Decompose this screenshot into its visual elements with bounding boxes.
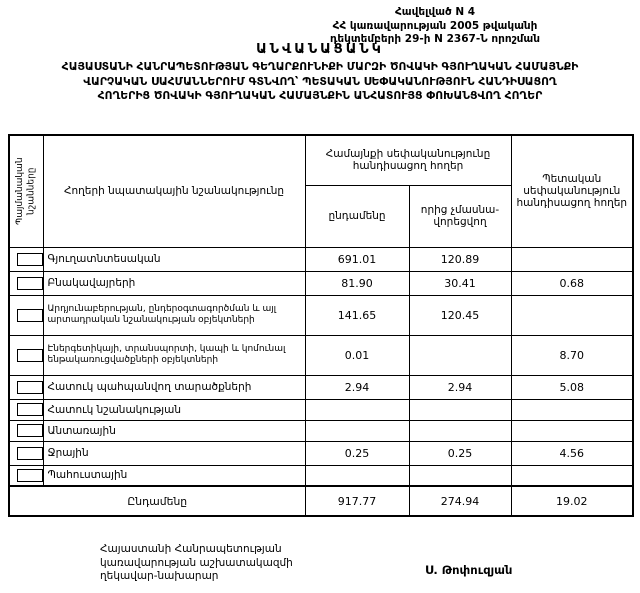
legend-symbol-cell <box>9 399 43 420</box>
land-transfer-table <box>8 134 634 517</box>
cell-ofwhich: 2.94 <box>409 375 511 399</box>
appendix-line-3: դեկտեմբերի 29-ի N 2367-Ն որոշման <box>329 33 541 46</box>
cell-state <box>511 420 633 441</box>
signature-line-3: ղեկավար-նախարար <box>100 570 219 583</box>
table-row <box>9 441 633 465</box>
cell-total: 691.01 <box>305 247 409 271</box>
document-title <box>6 42 634 104</box>
ofwhich-line-1: որից չմասնա- <box>420 204 500 216</box>
signature-title-block <box>100 543 293 584</box>
cell-state <box>511 399 633 420</box>
cell-ofwhich: 30.41 <box>409 271 511 295</box>
cell-state: 8.70 <box>511 335 633 375</box>
symbols-vertical-label: Պայմանական նշանները <box>15 157 37 226</box>
signature-line-2: կառավարության աշխատակազմի <box>100 556 293 569</box>
column-header-total: ընդամենը <box>305 185 409 247</box>
legend-symbol-cell <box>9 441 43 465</box>
legend-symbol-cell <box>9 465 43 486</box>
signature-line-1: Հայաստանի Հանրապետության <box>100 543 282 555</box>
title-line-3: ՎԱՐՉԱԿԱՆ ՍԱՀՄԱՆՆԵՐՈՒՄ ԳՏՆՎՈՂ՝ ՊԵՏԱԿԱՆ ՍԵՓԱԿԱՆՈՒԹՅՈՒՆ ՀԱՆԴԻՍԱՑՈՂ <box>83 74 557 88</box>
table-row <box>9 295 633 335</box>
ofwhich-line-2: վորեցվող <box>433 216 487 228</box>
legend-symbol <box>17 469 43 482</box>
column-header-symbols <box>9 135 43 247</box>
row-label: Էներգետիկայի, տրանսպորտի, կապի և կոմունալ ենթակառուցվածքների օբյեկտների <box>43 335 305 375</box>
table-row <box>9 465 633 486</box>
cell-state: 0.68 <box>511 271 633 295</box>
row-label: Հատուկ պահպանվող տարածքների <box>43 375 305 399</box>
cell-total: 81.90 <box>305 271 409 295</box>
legend-symbol <box>17 403 43 416</box>
footer-state: 19.02 <box>511 486 633 516</box>
cell-ofwhich: 120.89 <box>409 247 511 271</box>
legend-symbol <box>17 309 43 322</box>
row-label: Գյուղատնտեսական <box>43 247 305 271</box>
legend-symbol-cell <box>9 335 43 375</box>
row-label: Հատուկ նշանակության <box>43 399 305 420</box>
cell-ofwhich <box>409 465 511 486</box>
cell-ofwhich <box>409 420 511 441</box>
row-label: Պահուստային <box>43 465 305 486</box>
legend-symbol-cell <box>9 295 43 335</box>
legend-symbol <box>17 447 43 460</box>
cell-state: 4.56 <box>511 441 633 465</box>
footer-total: 917.77 <box>305 486 409 516</box>
cell-total: 2.94 <box>305 375 409 399</box>
cell-total: 0.01 <box>305 335 409 375</box>
title-line-1: ԱՆՎԱՆԱՑԱՆԿ <box>256 42 384 57</box>
legend-symbol-cell <box>9 420 43 441</box>
row-label: Անտառային <box>43 420 305 441</box>
cell-total: 141.65 <box>305 295 409 335</box>
column-header-state: Պետական սեփականություն հանդիսացող հողեր <box>511 135 633 247</box>
footer-ofwhich: 274.94 <box>409 486 511 516</box>
legend-symbol <box>17 277 43 290</box>
legend-symbol <box>17 424 43 437</box>
appendix-note <box>320 6 550 47</box>
cell-ofwhich <box>409 399 511 420</box>
title-line-4: ՀՈՂԵՐԻՑ ԾՈՎԱԿԻ ԳՅՈՒՂԱԿԱՆ ՀԱՄԱՅՆՔԻՆ ԱՆՀԱՏՈՒՅՑ ՓՈԽԱՆՑՎՈՂ ՀՈՂԵՐ <box>97 89 543 103</box>
table-row <box>9 375 633 399</box>
cell-state <box>511 465 633 486</box>
legend-symbol <box>17 381 43 394</box>
legend-symbol-cell <box>9 247 43 271</box>
cell-ofwhich <box>409 335 511 375</box>
cell-ofwhich: 0.25 <box>409 441 511 465</box>
legend-symbol-cell <box>9 271 43 295</box>
row-label: Բնակավայրերի <box>43 271 305 295</box>
legend-symbol <box>17 349 43 362</box>
row-label: Ջրային <box>43 441 305 465</box>
cell-state <box>511 295 633 335</box>
table-row <box>9 247 633 271</box>
row-label: Արդյունաբերության, ընդերօգտագործման և այլ արտադրական նշանակության օբյեկտների <box>43 295 305 335</box>
table-row <box>9 399 633 420</box>
table-row <box>9 335 633 375</box>
title-line-2: ՀԱՅԱՍՏԱՆԻ ՀԱՆՐԱՊԵՏՈՒԹՅԱՆ ԳԵՂԱՐՔՈՒՆԻՔԻ ՄԱՐԶԻ ԾՈՎԱԿԻ ԳՅՈՒՂԱԿԱՆ ՀԱՄԱՅՆՔԻ <box>61 60 579 73</box>
cell-state <box>511 247 633 271</box>
appendix-line-1: Հավելված N 4 <box>394 6 476 18</box>
cell-total <box>305 465 409 486</box>
column-header-purpose: Հողերի նպատակային նշանակությունը <box>43 135 305 247</box>
cell-ofwhich: 120.45 <box>409 295 511 335</box>
cell-total <box>305 399 409 420</box>
table-row <box>9 271 633 295</box>
table-footer-row <box>9 486 633 516</box>
cell-total: 0.25 <box>305 441 409 465</box>
cell-total <box>305 420 409 441</box>
column-header-ofwhich <box>409 185 511 247</box>
footer-label: Ընդամենը <box>9 486 305 516</box>
legend-symbol <box>17 253 43 266</box>
signature-name: Ս. Թոփուզյան <box>425 563 513 577</box>
table-row <box>9 420 633 441</box>
column-header-community-group: Համայնքի սեփականությունը հանդիսացող հողեր <box>305 135 511 185</box>
legend-symbol-cell <box>9 375 43 399</box>
appendix-line-2: ՀՀ կառավարության 2005 թվականի <box>332 19 538 32</box>
cell-state: 5.08 <box>511 375 633 399</box>
